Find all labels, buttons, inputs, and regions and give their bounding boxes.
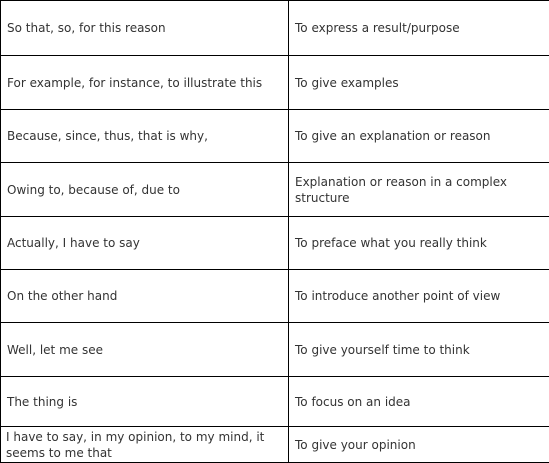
phrase-cell: For example, for instance, to illustrate this [1, 56, 289, 110]
purpose-cell: To introduce another point of view [289, 270, 549, 323]
table-row [1, 56, 549, 110]
purpose-cell: To give examples [289, 56, 549, 110]
phrase-cell: I have to say, in my opinion, to my mind, it seems to me that [1, 427, 289, 463]
phrase-cell: So that, so, for this reason [1, 1, 289, 56]
phrase-cell: Because, since, thus, that is why, [1, 110, 289, 163]
purpose-cell: To preface what you really think [289, 217, 549, 270]
purpose-cell: To focus on an idea [289, 377, 549, 427]
table-row [1, 110, 549, 163]
purpose-cell: To give yourself time to think [289, 323, 549, 377]
purpose-cell: To give your opinion [289, 427, 549, 463]
phrases-table-body [1, 1, 549, 463]
table-row [1, 323, 549, 377]
purpose-cell: To express a result/purpose [289, 1, 549, 56]
purpose-cell: Explanation or reason in a complex structure [289, 163, 549, 217]
purpose-cell: To give an explanation or reason [289, 110, 549, 163]
table-row [1, 163, 549, 217]
phrase-cell: The thing is [1, 377, 289, 427]
phrase-cell: On the other hand [1, 270, 289, 323]
phrase-cell: Well, let me see [1, 323, 289, 377]
table-row [1, 270, 549, 323]
phrase-cell: Owing to, because of, due to [1, 163, 289, 217]
table-row [1, 377, 549, 427]
table-row [1, 427, 549, 463]
phrase-cell: Actually, I have to say [1, 217, 289, 270]
table-row [1, 1, 549, 56]
table-row [1, 217, 549, 270]
